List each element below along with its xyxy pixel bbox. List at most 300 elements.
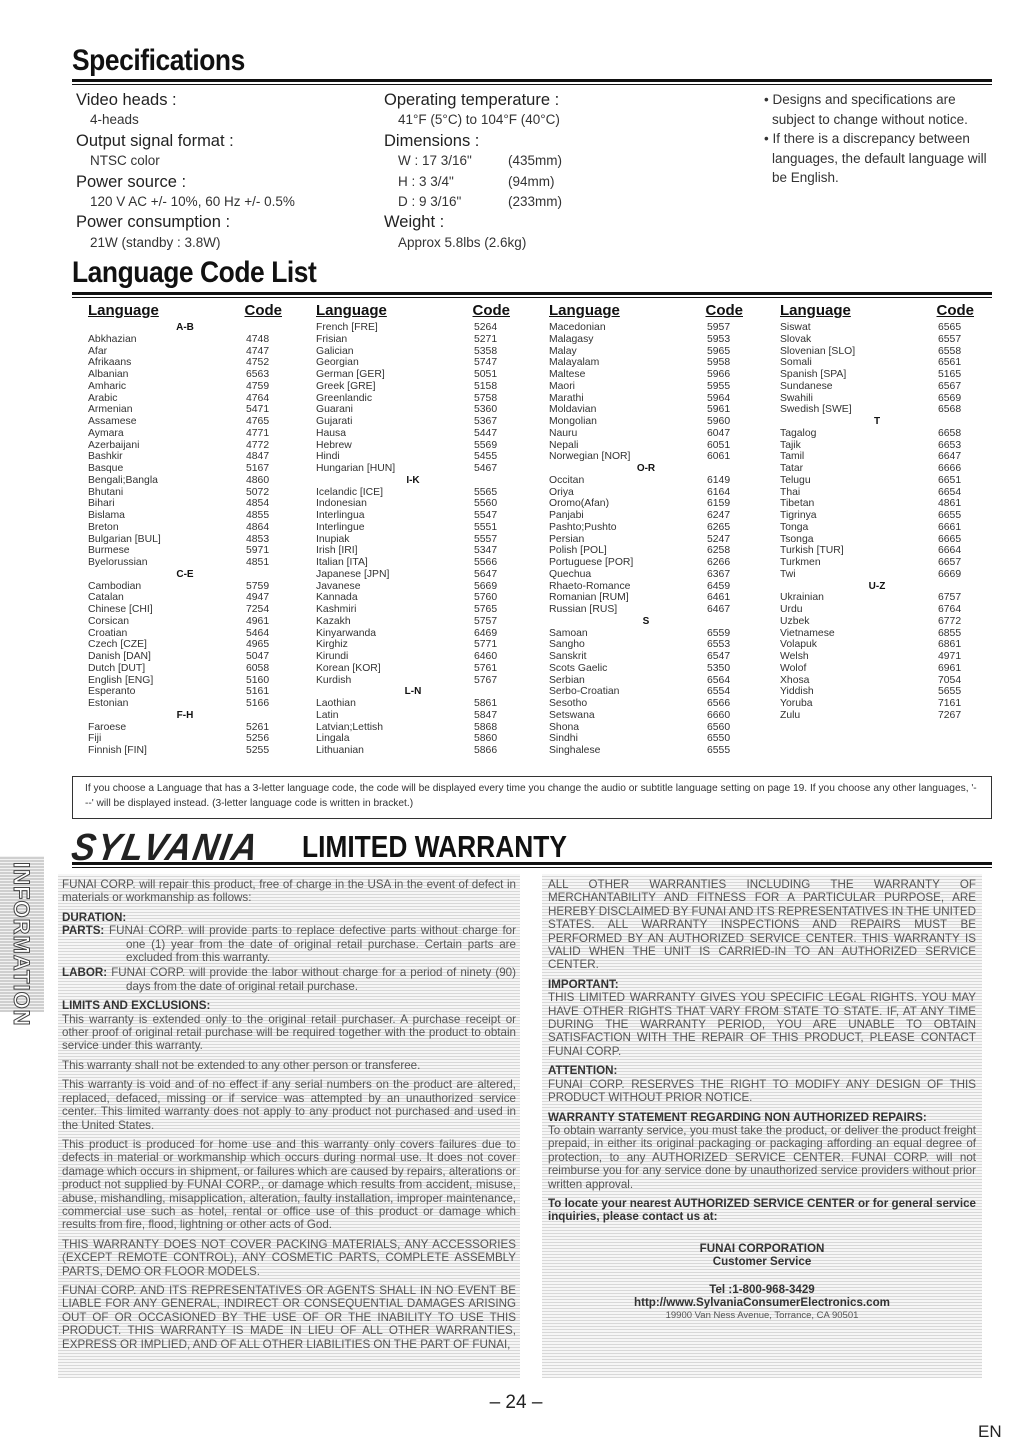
lang-code: 5551 — [474, 521, 498, 533]
lang-name: Nepali — [549, 439, 579, 451]
lang-row — [549, 569, 743, 581]
lang-name: Estonian — [88, 698, 129, 709]
lang-code: 5051 — [474, 369, 498, 380]
lang-name: Norwegian [NOR] — [549, 451, 631, 463]
lang-code: 6669 — [938, 568, 962, 580]
lang-code: 6555 — [707, 745, 731, 756]
lang-row — [88, 581, 282, 593]
lang-row — [316, 604, 510, 616]
lang-name: Moldavian — [549, 404, 597, 416]
lang-name: Corsican — [88, 615, 129, 627]
lang-code: 6658 — [938, 427, 962, 439]
lang-name: Lingala — [316, 733, 350, 745]
sylvania-logo: SYLVANIA — [68, 827, 263, 869]
lang-column-header: Language Code — [780, 302, 974, 319]
lang-name: Georgian — [316, 357, 359, 369]
lang-row — [549, 628, 743, 640]
lang-name: Xhosa — [780, 674, 810, 686]
lang-name: Arabic — [88, 392, 118, 404]
lang-code: 5047 — [246, 651, 270, 662]
lang-row — [88, 686, 282, 698]
lang-name: Sundanese — [780, 380, 833, 392]
parts-text: FUNAI CORP. will provide parts to replace defective parts without charge for one (1) year from the date of original retail purchase. Certain parts are excluded from this warranty. — [108, 924, 516, 965]
lang-row — [316, 322, 510, 334]
duration-heading: DURATION: — [62, 910, 127, 924]
lang-code: 7054 — [938, 674, 962, 686]
lang-row — [316, 498, 510, 510]
lang-row — [88, 663, 282, 675]
lang-code: 5165 — [938, 369, 962, 380]
lang-row — [549, 346, 743, 358]
lang-row — [316, 628, 510, 640]
lang-code: 5367 — [474, 416, 498, 427]
spec-value: NTSC color — [90, 153, 160, 169]
lang-code: 4965 — [246, 639, 270, 651]
lang-row — [549, 745, 743, 757]
lang-row — [780, 651, 974, 663]
lang-row — [88, 557, 282, 569]
lang-name: Yiddish — [780, 686, 814, 698]
lang-row — [549, 663, 743, 675]
lang-row — [780, 369, 974, 381]
lang-row — [780, 334, 974, 346]
lang-name: Afrikaans — [88, 357, 132, 369]
lang-code: 5464 — [246, 627, 270, 639]
lang-row — [780, 440, 974, 452]
lang-code: 6554 — [707, 686, 731, 698]
lang-name: Afar — [88, 345, 108, 357]
lang-row — [88, 404, 282, 416]
lang-row — [780, 675, 974, 687]
lang-name: Shona — [549, 721, 580, 733]
lang-name: Bhutani — [88, 486, 124, 498]
lang-name: Tamil — [780, 451, 805, 463]
lang-name: Croatian — [88, 627, 128, 639]
lang-name: Macedonian — [549, 322, 606, 333]
warranty-disclaimer: ALL OTHER WARRANTIES INCLUDING THE WARRANTY OF MERCHANTABILITY AND FITNESS FOR A PARTICULAR PURPOSE, ARE HEREBY DISCLAIMED BY FUNAI AND ITS REPRESENTATIVES IN THE UNITED STATES. ALL WARRANTY INSPECTIONS AND REPAIRS MUST BE PERFORMED BY AN AUTHORIZED SERVICE CENTER. THIS WARRANTY IS VALID WHEN THE UNIT IS CARRIED-IN TO AN AUTHORIZED SERVICE CENTER. — [548, 878, 976, 972]
lang-name: Kurdish — [316, 674, 352, 686]
lang-code: 5166 — [246, 698, 270, 709]
lang-row — [88, 545, 282, 557]
lang-row — [316, 651, 510, 663]
lang-code: 4765 — [246, 416, 270, 427]
lang-code: 4961 — [246, 615, 270, 627]
lang-name: Uzbek — [780, 615, 810, 627]
heading-rule — [72, 292, 992, 295]
lang-name: Tsonga — [780, 533, 814, 545]
lang-code: 5467 — [474, 463, 498, 474]
lang-code: 4860 — [246, 474, 270, 486]
lang-code: 6664 — [938, 545, 962, 557]
lang-code: 6651 — [938, 474, 962, 486]
lang-row — [316, 557, 510, 569]
lang-name: Guarani — [316, 404, 353, 416]
lang-name: French [FRE] — [316, 322, 378, 333]
limits-heading: LIMITS AND EXCLUSIONS: — [62, 999, 211, 1013]
nonauth-heading: WARRANTY STATEMENT REGARDING NON AUTHORIZED REPAIRS: — [548, 1110, 927, 1124]
lang-code: 6047 — [707, 427, 731, 439]
lang-name: Lithuanian — [316, 745, 364, 756]
spec-column-2 — [384, 90, 562, 253]
lang-code: 6568 — [938, 404, 962, 416]
lang-name: Hindi — [316, 451, 340, 463]
lang-code: 4947 — [246, 592, 270, 604]
lang-name: Czech [CZE] — [88, 639, 147, 651]
lang-name: Greenlandic — [316, 392, 373, 404]
lang-row — [316, 592, 510, 604]
lang-code: 6557 — [938, 333, 962, 345]
lang-row — [316, 534, 510, 546]
lang-row — [780, 710, 974, 722]
lang-code: 4771 — [246, 427, 270, 439]
lang-row — [88, 346, 282, 358]
lang-name: English [ENG] — [88, 674, 154, 686]
lang-name: Abkhazian — [88, 333, 137, 345]
lang-row — [316, 663, 510, 675]
lang-code: 5547 — [474, 510, 498, 521]
lang-row — [88, 440, 282, 452]
lang-row — [316, 381, 510, 393]
lang-name: Cambodian — [88, 580, 142, 592]
attention-text: FUNAI CORP. RESERVES THE RIGHT TO MODIFY ANY DESIGN OF THIS PRODUCT WITHOUT PRIOR NOTICE. — [548, 1077, 976, 1105]
lang-code: 6051 — [707, 439, 731, 451]
lang-code: 6855 — [938, 627, 962, 639]
lang-code: 6159 — [707, 498, 731, 510]
spec-value: 41°F (5°C) to 104°F (40°C) — [398, 112, 560, 128]
lang-name: Tajik — [780, 439, 801, 451]
lang-code: 6655 — [938, 510, 962, 521]
lang-row — [549, 710, 743, 722]
language-marker: EN — [978, 1422, 1002, 1441]
lang-code: 6861 — [938, 639, 962, 651]
lang-row — [549, 510, 743, 522]
lang-row — [780, 569, 974, 581]
lang-row — [549, 698, 743, 710]
lang-row — [780, 404, 974, 416]
lang-name: Slovenian [SLO] — [780, 345, 856, 357]
lang-code: 6666 — [938, 463, 962, 474]
spec-label: Dimensions : — [384, 131, 480, 150]
lang-code: 6665 — [938, 533, 962, 545]
lang-name: Samoan — [549, 627, 588, 639]
lang-row — [780, 639, 974, 651]
spec-label: Power source : — [76, 172, 187, 191]
lang-column-2 — [316, 322, 510, 757]
lang-row — [316, 675, 510, 687]
lang-code: 6661 — [938, 521, 962, 533]
lang-name: Pashto;Pushto — [549, 521, 617, 533]
lang-name: Albanian — [88, 369, 129, 380]
lang-code: 5960 — [707, 416, 731, 427]
lang-code: 5847 — [474, 709, 498, 721]
lang-column-header: Language Code — [549, 302, 743, 319]
lang-name: Tatar — [780, 463, 804, 474]
lang-code: 5358 — [474, 345, 498, 357]
lang-row — [316, 393, 510, 405]
lang-name: Sindhi — [549, 733, 578, 745]
lang-code: 5560 — [474, 498, 498, 510]
lang-row — [780, 346, 974, 358]
lang-row — [780, 616, 974, 628]
lang-code: 6559 — [707, 627, 731, 639]
lang-name: Bihari — [88, 498, 115, 510]
lang-code: 5158 — [474, 380, 498, 392]
lang-row — [780, 322, 974, 334]
lang-name: Hebrew — [316, 439, 352, 451]
lang-name: Basque — [88, 463, 124, 474]
lang-code: 5261 — [246, 721, 270, 733]
lang-group-heading: C-E — [176, 568, 194, 580]
lang-column-3 — [549, 322, 743, 757]
lang-code: 6061 — [707, 451, 731, 463]
limits-paragraph: This product is produced for home use and this warranty only covers failures due to defects in material or workmanship which occurs during normal use. It does not cover damage which occurs in shipment, or failures which are caused by repairs, alterations or product not supplied by FUNAI CORP., or damage which results from accident, misuse, abuse, mishandling, misapplication, alteration, faulty installation, improper maintenance, commercial use such as hotel, rental or office use of this product or damage which results from fire, flood, lightning or other acts of God. — [62, 1137, 516, 1232]
lang-group-heading: O-R — [636, 463, 656, 474]
spec-label: Power consumption : — [76, 213, 231, 232]
lang-code: 6764 — [938, 604, 962, 615]
lang-code: 5167 — [246, 463, 270, 474]
lang-code: 5767 — [474, 674, 498, 686]
lang-code: 6567 — [938, 380, 962, 392]
lang-row — [549, 722, 743, 734]
information-side-label: INFORMATION — [9, 862, 34, 1027]
lang-row — [316, 569, 510, 581]
lang-row — [780, 428, 974, 440]
lang-code: 5247 — [707, 533, 731, 545]
lang-row — [549, 475, 743, 487]
lang-row — [316, 404, 510, 416]
lang-name: Kirghiz — [316, 639, 348, 651]
lang-code: 5565 — [474, 486, 498, 498]
lang-row — [780, 498, 974, 510]
lang-code: 6647 — [938, 451, 962, 463]
lang-name: Tagalog — [780, 427, 817, 439]
lang-row — [549, 604, 743, 616]
lang-code: 6553 — [707, 639, 731, 651]
lang-name: Occitan — [549, 474, 585, 486]
lang-code: 7161 — [938, 698, 962, 709]
lang-name: Spanish [SPA] — [780, 369, 847, 380]
lang-row — [88, 675, 282, 687]
lang-column-header: Language Code — [316, 302, 510, 319]
lang-row — [316, 639, 510, 651]
lang-code: 5669 — [474, 580, 498, 592]
lang-row — [780, 487, 974, 499]
language-footnote: If you choose a Language that has a 3-letter language code, the code will be displayed every time you change the audio or subtitle language setting on page 19. If you choose any other languages, '---' will be displayed instead. (3-letter language code is written in bracket.) — [72, 776, 992, 819]
lang-name: Tonga — [780, 521, 809, 533]
lang-row — [88, 698, 282, 710]
lang-row — [316, 416, 510, 428]
lang-name: Finnish [FIN] — [88, 745, 147, 756]
warranty-intro: FUNAI CORP. will repair this product, free of charge in the USA in the event of defect in materials or workmanship as follows: — [62, 878, 516, 905]
lang-row — [316, 545, 510, 557]
parts-heading: PARTS: — [62, 924, 105, 938]
lang-name: Azerbaijani — [88, 439, 140, 451]
lang-name: Kazakh — [316, 615, 351, 627]
lang-row — [316, 463, 510, 475]
dimension-row: H : 3 3/4" (94mm) — [398, 173, 555, 189]
lang-group-heading: S — [642, 615, 650, 627]
lang-row — [88, 604, 282, 616]
lang-row — [88, 498, 282, 510]
lang-code: 6265 — [707, 521, 731, 533]
nonauth-text: To obtain warranty service, you must take the product, or deliver the product freight prepaid, in either its original packaging or packaging affording an equal degree of protection, to any AUTHORIZED SERVICE CENTER. FUNAI CORP. will not reimburse you for any service done by unauthorized service providers without prior written approval. — [548, 1123, 976, 1191]
lang-code: 5160 — [246, 674, 270, 686]
lang-name: Kinyarwanda — [316, 627, 377, 639]
labor-text: FUNAI CORP. will provide the labor without charge for a period of ninety (90) days from the date of original retail purchase. — [111, 966, 516, 993]
lang-row — [88, 745, 282, 757]
lang-row — [88, 393, 282, 405]
address: 19900 Van Ness Avenue, Torrance, CA 90501 — [665, 1310, 859, 1322]
lang-group-heading: L-N — [404, 686, 422, 698]
lang-row — [780, 604, 974, 616]
lang-code: 6058 — [246, 662, 270, 674]
website-link[interactable]: http://www.SylvaniaConsumerElectronics.com — [634, 1295, 890, 1309]
lang-row — [549, 440, 743, 452]
lang-row — [88, 487, 282, 499]
spec-label: Operating temperature : — [384, 91, 560, 109]
lang-row — [88, 639, 282, 651]
lang-column-header: Language Code — [88, 302, 282, 319]
lang-name: Sesotho — [549, 698, 588, 709]
lang-code: 6247 — [707, 510, 731, 521]
lang-name: Zulu — [780, 709, 801, 721]
lang-code: 6653 — [938, 439, 962, 451]
lang-name: Hungarian [HUN] — [316, 463, 396, 474]
lang-row — [549, 381, 743, 393]
lang-code: 5771 — [474, 639, 498, 651]
lang-row — [780, 663, 974, 675]
lang-code: 5957 — [707, 322, 731, 333]
lang-name: Malagasy — [549, 333, 594, 345]
lang-code: 6467 — [707, 604, 731, 615]
lang-code: 5765 — [474, 604, 498, 615]
limits-paragraph: This warranty is void and of no effect if any serial numbers on the product are altered, replaced, defaced, missing or if service was attempted by an unauthorized service center. This limited warranty does not apply to any product not purchased and used in the United States. — [62, 1078, 516, 1132]
spec-value: Approx 5.8lbs (2.6kg) — [398, 234, 527, 250]
lang-code: 5761 — [474, 662, 498, 674]
lang-code: 6558 — [938, 345, 962, 357]
lang-name: Urdu — [780, 604, 803, 615]
lang-code: 5566 — [474, 557, 498, 568]
lang-name: Irish [IRI] — [316, 545, 358, 557]
dimension-row: D : 9 3/16" (233mm) — [398, 194, 563, 210]
lang-row — [549, 545, 743, 557]
lang-code: 6566 — [707, 698, 731, 709]
lang-code: 6569 — [938, 392, 962, 404]
lang-row — [316, 346, 510, 358]
spec-value: 120 V AC +/- 10%, 60 Hz +/- 0.5% — [90, 194, 295, 210]
lang-code: 6149 — [707, 474, 731, 486]
lang-row — [316, 733, 510, 745]
lang-name: Oriya — [549, 486, 574, 498]
lang-name: Siswat — [780, 322, 811, 333]
lang-code: 5868 — [474, 721, 498, 733]
lang-name: Amharic — [88, 380, 127, 392]
lang-code: 5072 — [246, 486, 270, 498]
lang-code: 4759 — [246, 380, 270, 392]
lang-row — [549, 581, 743, 593]
lang-name: Romanian [RUM] — [549, 592, 629, 604]
lang-name: Oromo(Afan) — [549, 498, 610, 510]
lang-row — [316, 522, 510, 534]
lang-group-heading: I-K — [406, 474, 420, 486]
lang-row — [780, 475, 974, 487]
lang-row — [549, 393, 743, 405]
lang-code: 4748 — [246, 333, 270, 345]
lang-row — [780, 381, 974, 393]
lang-name: Wolof — [780, 662, 807, 674]
lang-code: 5471 — [246, 404, 270, 416]
lang-name: Polish [POL] — [549, 545, 607, 557]
lang-row — [549, 534, 743, 546]
lang-name: Indonesian — [316, 498, 367, 510]
lang-row — [549, 498, 743, 510]
lang-name: Japanese [JPN] — [316, 568, 390, 580]
lang-code: 5655 — [938, 686, 962, 698]
lang-row — [549, 651, 743, 663]
important-text: THIS LIMITED WARRANTY GIVES YOU SPECIFIC LEGAL RIGHTS. YOU MAY HAVE OTHER RIGHTS THAT VARY FROM STATE TO STATE. IF, AT ANY TIME DURING THE WARRANTY PERIOD, YOU ARE UNABLE TO OBTAIN SATISFACTION WITH THE REPAIR OF THIS PRODUCT, PLEASE CONTACT FUNAI CORP. — [548, 991, 976, 1058]
lang-row — [88, 334, 282, 346]
lang-group-heading: A-B — [176, 322, 194, 333]
lang-row — [88, 369, 282, 381]
lang-name: Assamese — [88, 416, 137, 427]
lang-row — [88, 722, 282, 734]
lang-code: 5958 — [707, 357, 731, 369]
lang-row — [88, 475, 282, 487]
lang-code: 5861 — [474, 698, 498, 709]
lang-row — [88, 628, 282, 640]
language-code-heading: Language Code List — [72, 256, 317, 289]
heading-rule-thin — [72, 867, 992, 868]
lang-name: Italian [ITA] — [316, 557, 368, 568]
lang-code: 7267 — [938, 709, 962, 721]
lang-row — [316, 616, 510, 628]
lang-row — [88, 522, 282, 534]
spec-label: Output signal format : — [76, 131, 234, 150]
lang-code: 6547 — [707, 651, 731, 662]
lang-name: Kannada — [316, 592, 358, 604]
lang-name: Interlingue — [316, 521, 365, 533]
lang-row — [780, 557, 974, 569]
lang-name: Frisian — [316, 333, 348, 345]
lang-code: 4854 — [246, 498, 270, 510]
lang-name: Chinese [CHI] — [88, 604, 153, 615]
lang-code: 5447 — [474, 427, 498, 439]
spec-column-1 — [76, 90, 295, 253]
lang-code: 6654 — [938, 486, 962, 498]
lang-name: Esperanto — [88, 686, 136, 698]
lang-row — [316, 510, 510, 522]
specifications-heading: Specifications — [72, 44, 245, 77]
lang-name: Hausa — [316, 427, 347, 439]
lang-code: 6164 — [707, 486, 731, 498]
lang-name: Korean [KOR] — [316, 662, 381, 674]
lang-code: 6657 — [938, 557, 962, 568]
lang-code: 6772 — [938, 615, 962, 627]
lang-code: 5758 — [474, 392, 498, 404]
lang-name: Inupiak — [316, 533, 350, 545]
lang-code: 5866 — [474, 745, 498, 756]
lang-code: 5557 — [474, 533, 498, 545]
lang-name: Bulgarian [BUL] — [88, 533, 161, 545]
lang-name: Vietnamese — [780, 627, 835, 639]
lang-name: Sanskrit — [549, 651, 587, 662]
lang-name: Kashmiri — [316, 604, 357, 615]
lang-row — [780, 628, 974, 640]
lang-code: 4752 — [246, 357, 270, 369]
lang-row — [316, 581, 510, 593]
lang-code: 5747 — [474, 357, 498, 369]
lang-row — [549, 675, 743, 687]
